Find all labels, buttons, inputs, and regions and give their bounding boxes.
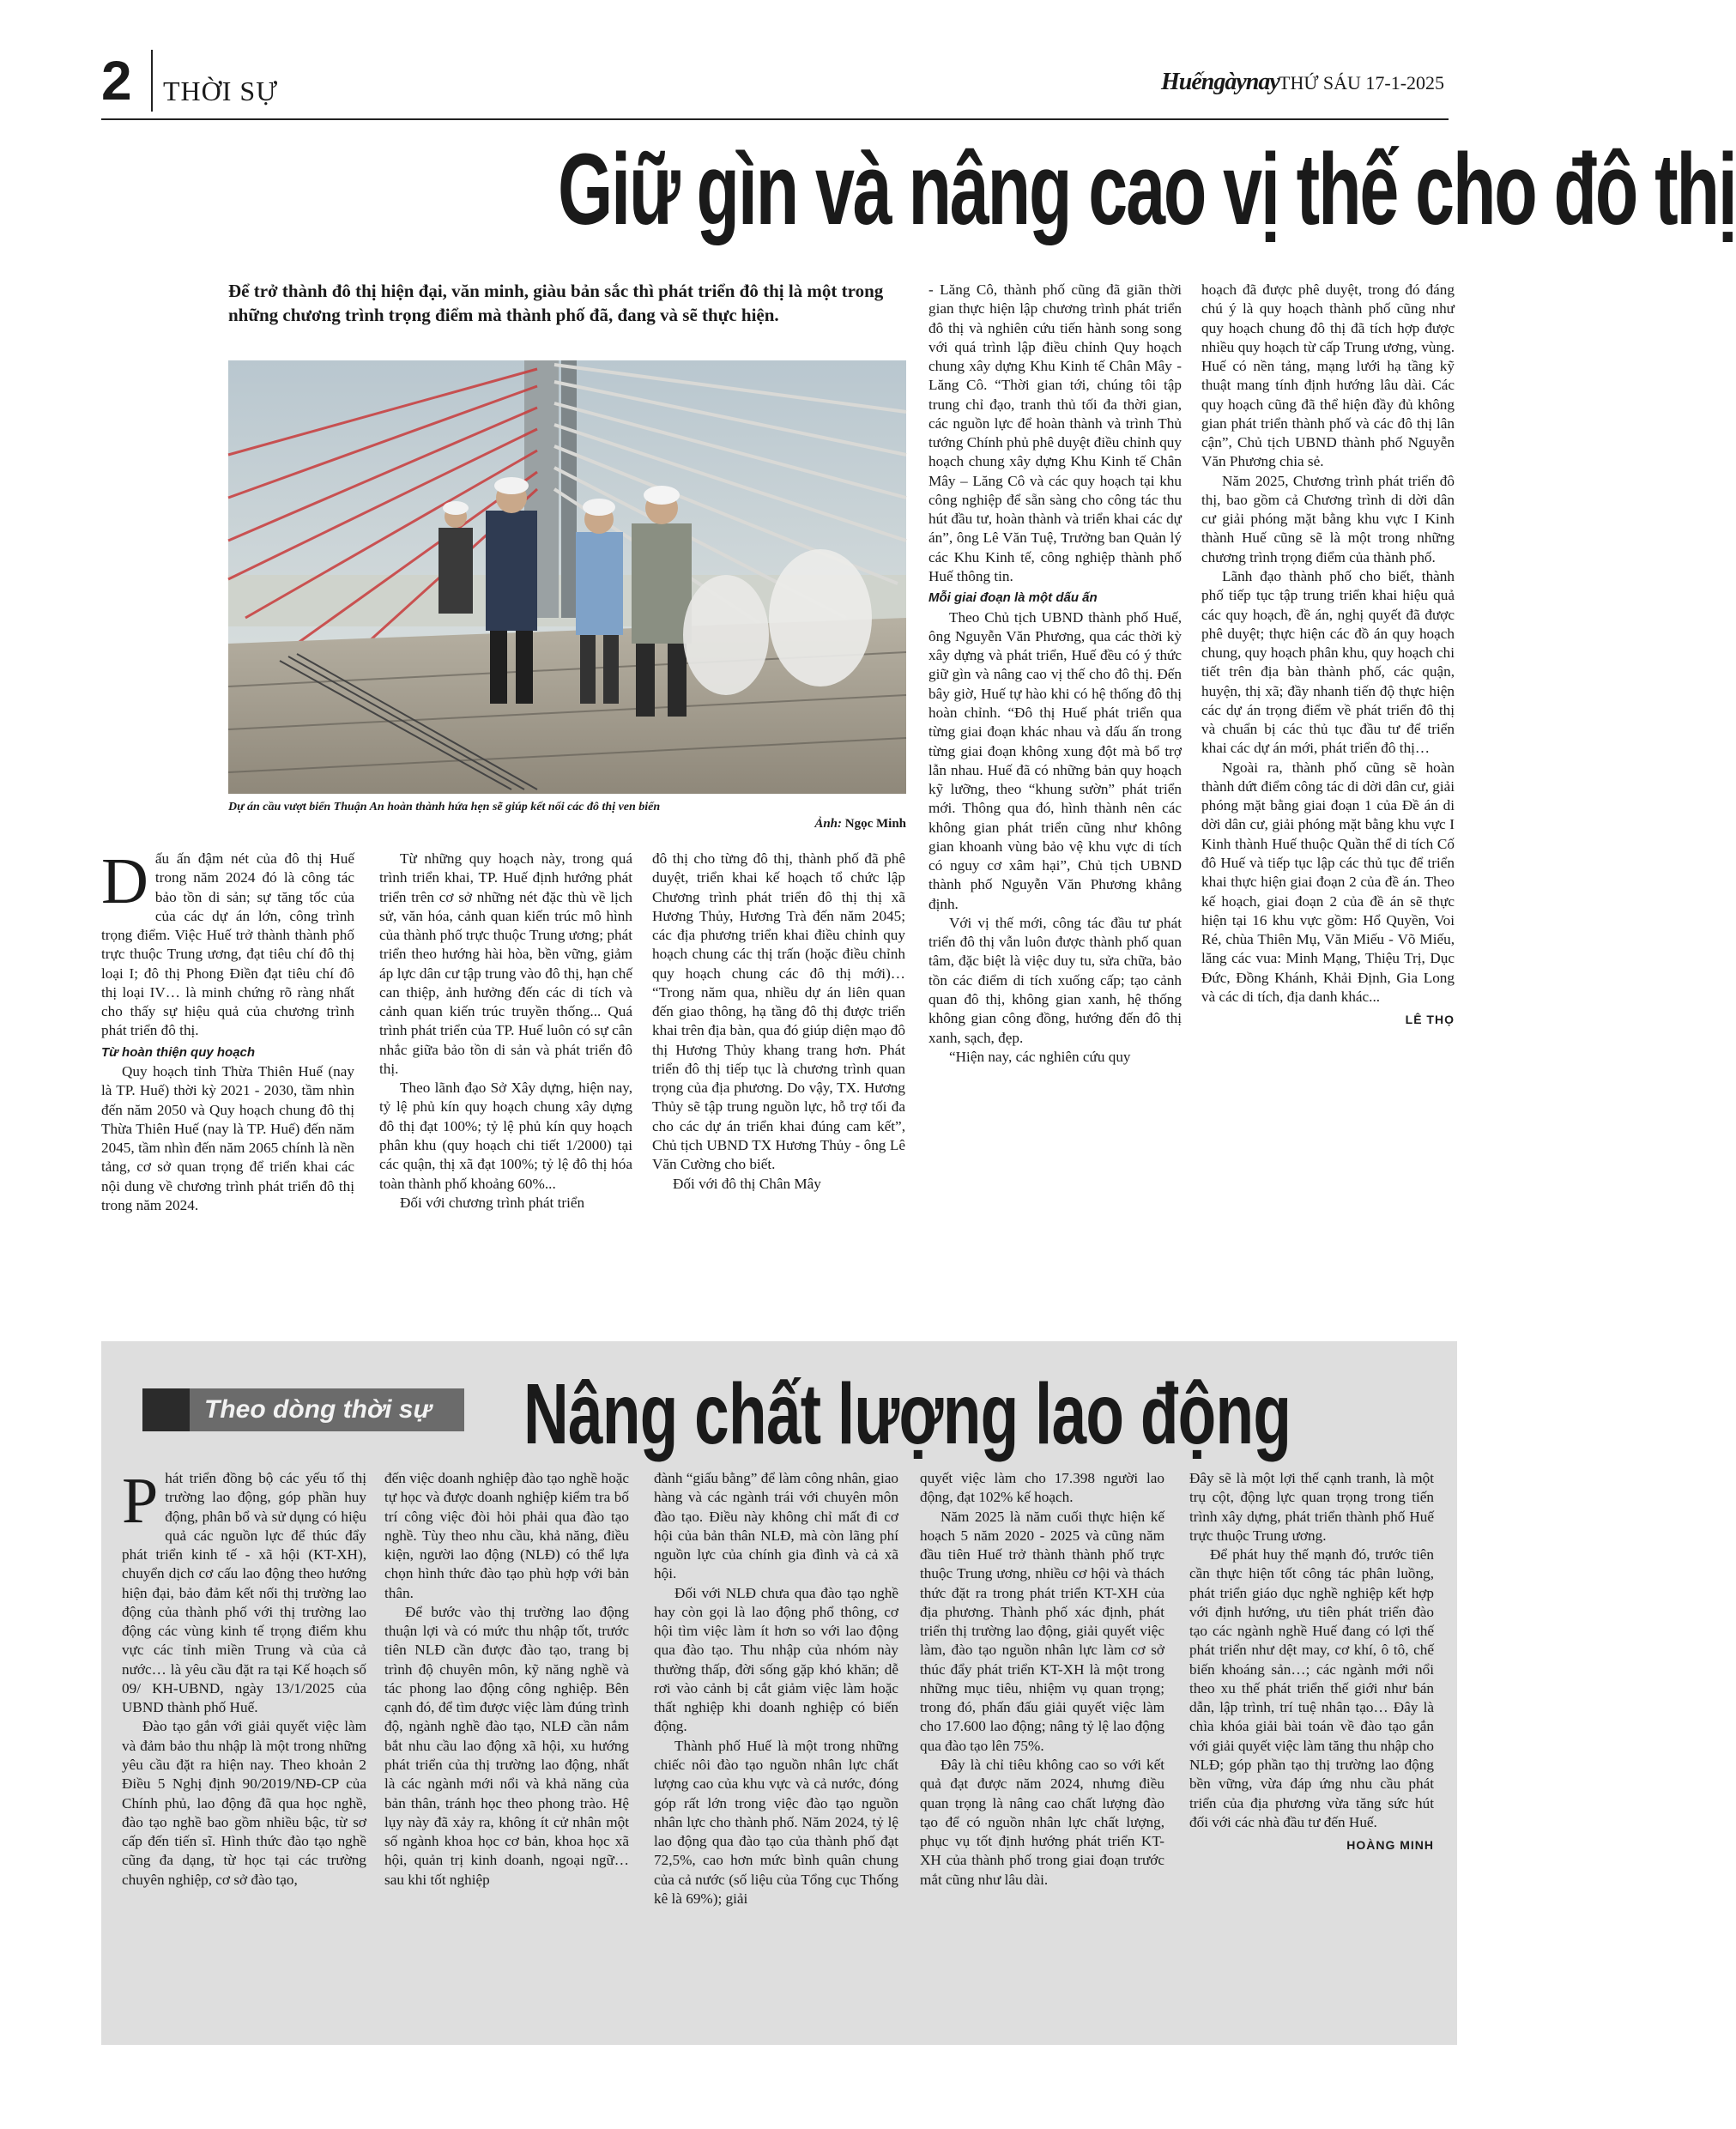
article1-column-2: Từ những quy hoạch này, trong quá trình triển khai, TP. Huế định hướng phát triển trên cơ sở những nét đặc thù về lịch sử, văn hóa, cảnh quan kiến trúc mô hình của thành phố trực thuộc Trung ương; phát triển theo hướng hài hòa, bền vững, giảm áp lực dân cư tập trung vào đô thị, hạn chế can thiệp, ảnh hưởng đến các di tích và cảnh quan kiến trúc truyền thống... Quá trình phát triển của TP. Huế luôn có sự cân nhắc giữa bảo tồn di sản và phát triển đô thị. Theo lãnh đạo Sở Xây dựng, hiện nay, tỷ lệ phủ kín quy hoạch chung xây dựng đô thị đạt 100%; tỷ lệ phủ kín quy hoạch phân khu (quy hoạch chi tiết 1/2000) tại các quận, thị xã đạt 100%; tỷ lệ đô thị hóa toàn thành phố khoảng 60%... Đối với chương trình phát triển: [379, 850, 632, 1211]
photo-credit: Ảnh: Ngọc Minh: [814, 817, 906, 831]
article-headline: Giữ gìn và nâng cao vị thế cho đô thị: [558, 133, 1736, 246]
issue-date: THỨ SÁU 17-1-2025: [1279, 72, 1445, 94]
masthead-logo: Huếngàynay: [1161, 69, 1279, 95]
subheading: Mỗi giai đoạn là một dấu ấn: [928, 590, 1098, 606]
column-tag: Theo dòng thời sự: [142, 1388, 464, 1431]
article2-column-4: quyết việc làm cho 17.398 người lao động, đạt 102% kế hoạch. Năm 2025 là năm cuối thực hiện kế hoạch 5 năm 2020 - 2025 và cũng năm đầu tiên Huế trở thành thành phố trực thuộc Trung ương, nhiều cơ hội và thách thức đặt ra trong phát triển KT-XH của địa phương. Thành phố xác định, phát triển thị trường lao động, giải quyết việc làm, đào tạo nguồn nhân lực làm cơ sở thúc đẩy phát triển KT-XH là một trong những mục tiêu, nhiệm vụ quan trọng; trong đó, phấn đấu giải quyết việc làm cho 17.600 lao động; nâng tỷ lệ lao động qua đào tạo lên 75%. Đây là chỉ tiêu không cao so với kết quả đạt được năm 2024, nhưng điều quan trọng là nâng cao chất lượng đào tạo để có nguồn nhân lực chất lượng, phục vụ tốt định hướng phát triển KT-XH của thành phố trong giai đoạn trước mắt cũng như lâu dài.: [920, 1470, 1164, 1888]
header-rule: [101, 118, 1449, 120]
byline: LÊ THỌ: [1405, 1013, 1455, 1027]
subheading: Từ hoàn thiện quy hoạch: [101, 1044, 256, 1060]
article1-column-4: - Lăng Cô, thành phố cũng đã giãn thời gian thực hiện lập chương trình phát triển đô thị và nghiên cứu tiến hành song song với quá trình lập điều chỉnh Quy hoạch chung xây dựng Khu Kinh tế Chân Mây - Lăng Cô. “Thời gian tới, chúng tôi tập trung chỉ đạo, tranh thủ tối đa thời gian, các nguồn lực để hoàn thành và trình Thủ tướng Chính phủ phê duyệt điều chỉnh quy hoạch chung xây dựng Khu Kinh tế Chân Mây – Lăng Cô và các quy hoạch tại khu công nghiệp để sẵn sàng cho công tác thu hút đầu tư, hoàn thành và triển khai các dự án”, ông Lê Văn Tuệ, Trưởng ban Quản lý các Khu Kinh tế, công nghiệp thành phố Huế thông tin. Mỗi giai đoạn là một dấu ấn Theo Chủ tịch UBND thành phố Huế, ông Nguyễn Văn Phương, qua các thời kỳ xây dựng và phát triển, Huế đều có ý thức giữ gìn và nâng cao vị thế cho đô thị. Đến bây giờ, Huế tự hào khi có hệ thống đô thị hoàn chỉnh. “Đô thị Huế phát triển qua từng giai đoạn khác nhau và dấu ấn trong từng giai đoạn không xung đột mà bổ trợ lẫn nhau. Huế đã có những bản quy hoạch kỹ lưỡng, theo “khung sườn” phát triển mới. Thông qua đó, hình thành nên các không gian phát triển cũng như không gian khoanh vùng bảo vệ khu vực di tích có nguy cơ xâm hại”, Chủ tịch UBND thành phố Nguyễn Văn Phương khẳng định. Với vị thế mới, công tác đầu tư phát triển đô thị vẫn luôn được thành phố quan tâm, đặc biệt là việc duy tu, sửa chữa, bảo tồn các điểm di tích xuống cấp; tạo cảnh quan đô thị, không gian xanh, hệ thống không gian công đồng, hướng đến đô thị xanh, sạch, đẹp. “Hiện nay, các nghiên cứu quy: [928, 281, 1182, 1065]
page-number: 2: [101, 50, 132, 112]
section-title: THỜI SỰ: [163, 76, 279, 106]
article2-headline: Nâng chất lượng lao động: [523, 1366, 1291, 1462]
article2-column-3: đành “giấu bằng” để làm công nhân, giao hàng và các ngành trái với chuyên môn đào tạo. Điều này không chỉ mất đi cơ hội của bản thân NLĐ, mà còn lãng phí nguồn lực của chính gia đình và cả xã hội. Đối với NLĐ chưa qua đào tạo nghề hay còn gọi là lao động phổ thông, cơ hội tìm việc làm ít hơn so với lao động qua đào tạo. Thu nhập của nhóm này thường thấp, đời sống gặp khó khăn; dễ rơi vào cảnh bị cắt giảm việc làm hoặc thất nghiệp khi doanh nghiệp có biến động. Thành phố Huế là một trong những chiếc nôi đào tạo nguồn nhân lực chất lượng cao của khu vực và cả nước, đóng góp rất lớn trong việc đào tạo nguồn nhân lực cho thành phố. Năm 2024, tỷ lệ lao động qua đào tạo của thành phố đạt 72,5%, cao hơn mức bình quân chung của cả nước (số liệu của Tổng cục Thống kê là 69%); giải: [654, 1470, 898, 1907]
article1-column-3: đô thị cho từng đô thị, thành phố đã phê duyệt, triển khai kế hoạch tổ chức lập Chương trình phát triển đô thị thị xã Hương Thủy, Hương Trà đến năm 2045; các địa phương triển khai điều chỉnh quy hoạch chung các thị trấn (hoặc điều chỉnh quy hoạch chung các đô thị mới)… “Trong năm qua, nhiều dự án liên quan đến giao thông, hạ tầng đô thị được triển khai trên địa bàn, qua đó giúp diện mạo đô thị Hương Thủy khang trang hơn. Phát triển đô thị tiếp tục là chương trình quan trọng của địa phương. Do vậy, TX. Hương Thủy sẽ tập trung nguồn lực, hỗ trợ tối đa cho các dự án triển khai đúng cam kết”, Chủ tịch UBND TX Hương Thủy - ông Lê Văn Cường cho biết. Đối với đô thị Chân Mây: [652, 850, 905, 1192]
photo-credit-name: Ngọc Minh: [844, 817, 906, 831]
article-sapo: Để trở thành đô thị hiện đại, văn minh, giàu bản sắc thì phát triển đô thị là một trong những chương trình trọng điểm mà thành phố đã, đang và sẽ thực hiện.: [228, 281, 884, 325]
dropcap: D: [101, 845, 148, 917]
article-photo: [228, 360, 906, 794]
article2-column-1: Phát triển đồng bộ các yếu tố thị trường lao động, góp phần huy động, phân bổ và sử dụng có hiệu quả các nguồn lực để thúc đẩy phát triển kinh tế - xã hội (KT-XH), chuyển dịch cơ cấu lao động theo hướng hiện đại, bảo đảm kết nối thị trường lao động của thành phố với thị trường lao động các vùng kinh tế trọng điểm khu vực các tỉnh miền Trung và của cả nước… là yêu cầu đặt ra tại Kế hoạch số 09/ KH-UBND, ngày 13/1/2025 của UBND thành phố Huế. Đào tạo gắn với giải quyết việc làm và đảm bảo thu nhập là một trong những yêu cầu đặt ra hiện nay. Theo khoản 2 Điều 5 Nghị định 90/2019/NĐ-CP của Chính phủ, lao động đã qua học nghề, đào tạo nghề bao gồm nhiều bậc, từ sơ cấp đến tiến sĩ. Hình thức đào tạo nghề cũng đa dạng, từ học tại các trường chuyên nghiệp, cơ sở đào tạo,: [122, 1465, 366, 1888]
article2-column-5: Đây sẽ là một lợi thế cạnh tranh, là một trụ cột, động lực quan trọng trong tiến trình xây dựng, phát triển thành phố Huế trực thuộc Trung ương. Để phát huy thế mạnh đó, trước tiên cần thực hiện tốt công tác phân luồng, phát triển giáo dục nghề nghiệp kết hợp với định hướng, ưu tiên phát triển đào tạo các ngành nghề Huế đang có lợi thế phát triển như dệt may, cơ khí, ô tô, chế biến khoáng sản…; các ngành mới nổi theo xu thế phát triển thế giới như bán dẫn, lập trình, trí tuệ nhân tạo… Đây là chìa khóa giải bài toán về đào tạo gắn với giải quyết việc làm tăng thu nhập cho NLĐ; góp phần tạo thị trường lao động bền vững, vừa đáp ứng nhu cầu phát triển của địa phương vừa tăng sức hút đối với các nhà đầu tư đến Huế. HOÀNG MINH: [1189, 1470, 1434, 1853]
article1-column-5: hoạch đã được phê duyệt, trong đó đáng chú ý là quy hoạch thành phố cũng như quy hoạch chung đô thị đã tích hợp được nhiều quy hoạch từ cấp Trung ương, vùng. Huế có nền tảng, mạng lưới hạ tầng kỹ thuật mang tính định hướng lâu dài. Các quy hoạch cũng đã thể hiện đầy đủ không gian phát triển thành phố và các đô thị lân cận”, Chủ tịch UBND thành phố Nguyễn Văn Phương chia sẻ. Năm 2025, Chương trình phát triển đô thị, bao gồm cả Chương trình di dời dân cư giải phóng mặt bằng khu vực I Kinh thành Huế cũng sẽ là một trong những chương trình trọng điểm của thành phố. Lãnh đạo thành phố cho biết, thành phố tiếp tục tập trung triển khai hiệu quả các quy hoạch, đề án, nghị quyết đã được phê duyệt; thực hiện các đồ án quy hoạch chung, quy hoạch phân khu, quy hoạch chi tiết trên địa bàn thành phố, các quận, huyện, thị xã; đầy nhanh tiến độ thực hiện các dự án trọng điểm về phát triển đô thị và chuẩn bị các thủ tục đầu tư để triển khai các dự án mới, phát triển đô thị… Ngoài ra, thành phố cũng sẽ hoàn thành dứt điểm công tác di dời dân cư, giải phóng mặt bằng giai đoạn 1 của Đề án di dời dân cư, giải phóng mặt bằng khu vực I Kinh thành Huế thuộc Quần thể di tích Cố đô Huế và tiếp tục lập các thủ tục để triển khai thực hiện giai đoạn 2 của đề án. Theo kế hoạch, giai đoạn 2 của đề án sẽ thực hiện tại 16 khu vực gồm: Hổ Quyền, Voi Ré, chùa Thiên Mụ, Văn Miếu - Võ Miếu, lăng các vua: Minh Mạng, Thiệu Trị, Dục Đức, Đồng Khánh, Khải Định, Gia Long và các di tích, địa danh khác... LÊ THỌ: [1201, 281, 1455, 1027]
byline: HOÀNG MINH: [1346, 1838, 1434, 1853]
article2-column-2: đến việc doanh nghiệp đào tạo nghề hoặc tự học và được doanh nghiệp kiểm tra bố trí công việc đòi hỏi phải qua đào tạo nghề. Tùy theo nhu cầu, khả năng, điều kiện, người lao động (NLĐ) có thể lựa chọn hình thức đào tạo phù hợp với bản thân. Để bước vào thị trường lao động thuận lợi và có mức thu nhập tốt, trước tiên NLĐ cần được đào tạo, trang bị trình độ chuyên môn, kỹ năng nghề và tác phong lao động công nghiệp. Bên cạnh đó, để tìm được việc làm đúng trình độ, ngành nghề đào tạo, NLĐ cần nắm bắt nhu cầu lao động xã hội, xu hướng phát triển của thị trường lao động, nhất là các ngành mới nổi và khả năng của bản thân, tránh học theo phong trào. Hệ lụy này đã xảy ra, không ít cử nhân một số ngành khoa học cơ bản, khoa học xã hội, quản trị kinh doanh, ngoại ngữ… sau khi tốt nghiệp: [384, 1470, 629, 1888]
header-divider: [151, 50, 153, 112]
article1-column-1: Dấu ấn đậm nét của đô thị Huế trong năm 2024 đó là công tác bảo tồn di sản; sự tăng tốc của của các dự án lớn, công trình trọng điểm. Việc Huế trở thành thành phố trực thuộc Trung ương, đạt tiêu chí đô thị loại I; đô thị Phong Điền đạt tiêu chí đô thị loại IV… là minh chứng rõ ràng nhất cho thấy sự hiệu quả của chương trình phát triển đô thị. Từ hoàn thiện quy hoạch Quy hoạch tỉnh Thừa Thiên Huế (nay là TP. Huế) thời kỳ 2021 - 2030, tầm nhìn đến năm 2050 và Quy hoạch chung đô thị Thừa Thiên Huế (nay là TP. Huế) đến năm 2045, tầm nhìn đến năm 2065 chính là nền tảng, cơ sở quan trọng để triển khai các nội dung về chương trình phát triển đô thị trong năm 2024.: [101, 845, 354, 1213]
photo-caption: Dự án cầu vượt biển Thuận An hoàn thành hứa hẹn sẽ giúp kết nối các đô thị ven biển: [228, 801, 661, 813]
dropcap: P: [122, 1465, 159, 1537]
tag-marker: [142, 1388, 190, 1431]
bridge-construction-photo: [228, 360, 906, 794]
